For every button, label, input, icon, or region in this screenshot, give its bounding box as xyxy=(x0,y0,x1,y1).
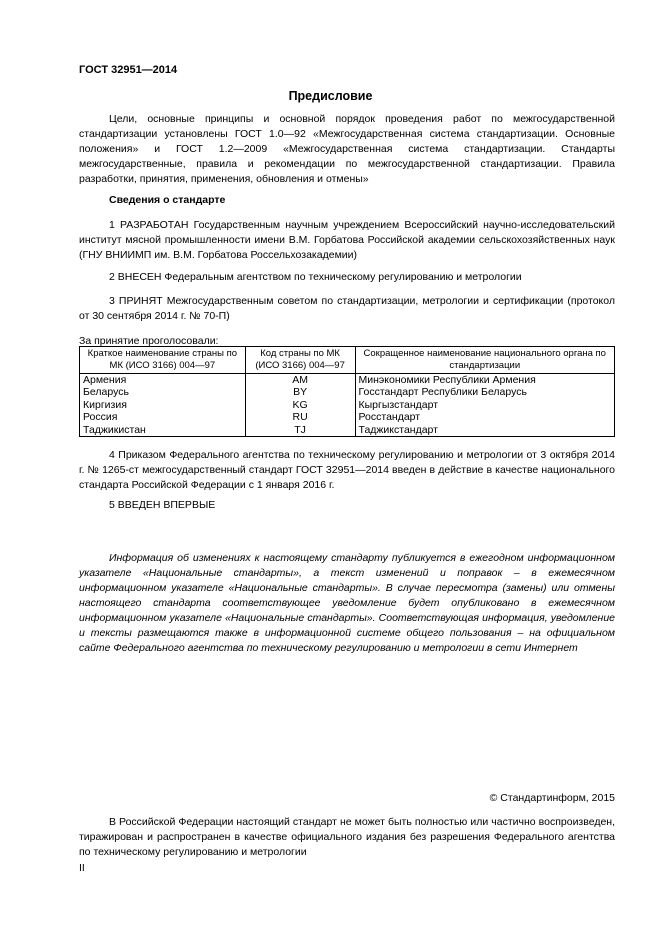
country-cell: Беларусь xyxy=(80,386,246,398)
code-cell: BY xyxy=(245,386,355,398)
body-cell: Росстандарт xyxy=(355,411,615,423)
code-cell: AM xyxy=(245,374,355,387)
voting-lead: За принятие проголосовали: xyxy=(79,335,219,347)
table-row xyxy=(80,386,615,398)
country-cell: Таджикистан xyxy=(80,424,246,437)
page-title: Предисловие xyxy=(288,89,373,103)
table-row xyxy=(80,374,615,387)
standard-header: ГОСТ 32951—2014 xyxy=(79,64,178,76)
code-cell: RU xyxy=(245,411,355,423)
table-row xyxy=(80,399,615,411)
column-header-body: Сокращенное наименование национального органа по стандартизации xyxy=(355,347,615,374)
country-cell: Россия xyxy=(80,411,246,423)
column-header-country: Краткое наименование страны по МК (ИСО 3166) 004—97 xyxy=(80,347,246,374)
item-adopted: 3 ПРИНЯТ Межгосударственным советом по стандартизации, метрологии и сертификации (протокол от 30 сентября 2014 г. № 70-П) xyxy=(79,295,615,322)
table-row xyxy=(80,424,615,437)
table-header-row xyxy=(80,347,615,374)
intro-paragraph: Цели, основные принципы и основной порядок проведения работ по межгосударственной стандартизации установлены ГОСТ 1.0—92 «Межгосударственная система стандартизации. Основные положения» и ГОСТ 1.2—2009 «Межгосударственная система стандартизации. Стандарты межгосударственные, правила и рекомендации по межгосударственной стандартизации. Правила разработки, принятия, применения, обновления и отмены» xyxy=(79,113,615,185)
country-cell: Армения xyxy=(80,374,246,387)
item-first-time: 5 ВВЕДЕН ВПЕРВЫЕ xyxy=(109,499,216,511)
country-cell: Киргизия xyxy=(80,399,246,411)
notice-paragraph: Информация об изменениях к настоящему стандарту публикуется в ежегодном информационном указателе «Национальные стандарты», а текст изменений и поправок – в ежемесячном информационном указателе «Национальные стандарты». В случае пересмотра (замены) или отмены настоящего стандарта соответствующее уведомление будет опубликовано в ежемесячном информационном указателе «Национальные стандарты». Соответствующая информация, уведомление и тексты размещаются также в информационной системе общего пользования – на официальном сайте Федерального агентства по техническому регулированию и метрологии в сети Интернет xyxy=(79,552,615,654)
code-cell: KG xyxy=(245,399,355,411)
body-cell: Таджикстандарт xyxy=(355,424,615,437)
item-developed: 1 РАЗРАБОТАН Государственным научным учреждением Всероссийский научно-исследовательский институт мясной промышленности имени В.М. Горбатова Российской академии сельскохозяйственных наук (ГНУ ВНИИМП им. В.М. Горбатова Россельхозакадемии) xyxy=(79,219,615,261)
voting-table xyxy=(79,346,615,437)
code-cell: TJ xyxy=(245,424,355,437)
restriction-paragraph: В Российской Федерации настоящий стандарт не может быть полностью или частично воспроизведен, тиражирован и распространен в качестве официального издания без разрешения Федерального агентства по техническому регулированию и метрологии xyxy=(79,816,615,858)
section-title: Сведения о стандарте xyxy=(109,194,226,206)
body-cell: Кыргызстандарт xyxy=(355,399,615,411)
body-cell: Госстандарт Республики Беларусь xyxy=(355,386,615,398)
page-number: II xyxy=(79,862,85,874)
body-cell: Минэкономики Республики Армения xyxy=(355,374,615,387)
item-order: 4 Приказом Федерального агентства по техническому регулированию и метрологии от 3 октября 2014 г. № 1265-ст межгосударственный стандарт ГОСТ 32951—2014 введен в действие в качестве национального стандарта Российской Федерации с 1 января 2016 г. xyxy=(79,449,615,491)
table-row xyxy=(80,411,615,423)
item-introduced: 2 ВНЕСЕН Федеральным агентством по техническому регулированию и метрологии xyxy=(109,271,522,283)
column-header-code: Код страны по МК (ИСО 3166) 004—97 xyxy=(245,347,355,374)
copyright: © Стандартинформ, 2015 xyxy=(489,792,615,804)
